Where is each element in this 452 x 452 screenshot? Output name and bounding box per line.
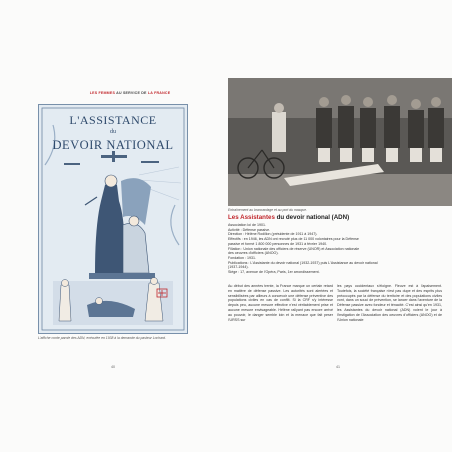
fact-line: Activité : Défense passive.	[228, 227, 271, 232]
fact-line: Fondation : 1931.	[228, 255, 256, 260]
body-column-1: Au début des années trente, la France marque un certain retard en matière de défense passive. Les autorités sont alertées et sensibilisées par ailleurs à concevoir une défense préventive des populations civiles en cas de conflit. Si la CRF s'y intéresse depuis peu, aucune mesure effective n'est véritablement prise et aucune mesure envisageable. Hélène rallyant pas encore arrivé au pouvoir, le danger semble loin et la menace que fait peser l'URSS sur	[228, 284, 333, 322]
photo-illustration	[228, 78, 452, 206]
photo-caption: Entraînement au brancardage et au port du masque.	[228, 208, 307, 212]
fact-line: passive et formé 1 800 000 personnes de 1931 à février 1940.	[228, 241, 328, 246]
fact-line: Filiation : Union nationale des officiers de réserve (UNOR) et Association nationale	[228, 246, 360, 251]
running-head	[40, 91, 220, 95]
fact-line: (1937-1944).	[228, 265, 249, 270]
poster-title-line3: DEVOIR NATIONAL	[52, 138, 174, 152]
poster-title-line1: L'ASSISTANCE	[69, 113, 157, 127]
section-title-red: Les Assistantes	[228, 214, 275, 221]
training-photo	[228, 78, 452, 206]
poster-caption: L'affiche conte parole des ADN, exécutée en 1938 à la demande du pasteur Lochard.	[38, 336, 166, 340]
body-column-2: les pays occidentaux s'éloigne. Fleuve est à l'apaisement. Toutefois, la société française n'est pas dupe et des esprits plus préoccupés par la défense du territoire et des populations civiles vont, dans un souci de prévention, se lancer dans l'aventure de la Défense passive avec fondeur et ténacité. C'est ainsi qu'en 1931, les Assistantes du devoir national (ADN) voient le jour à l'instigation de l'Association des oeuvres d'officiers (ANOO) et de l'Union nationale	[337, 284, 442, 322]
fact-line: Effectifs : en 1946, les ADN ont recruté plus de 11 000 volontaires pour la Défense	[228, 237, 359, 242]
page-number-left: 40	[111, 365, 115, 369]
running-head-mid: AU SERVICE DE	[116, 91, 147, 95]
fact-sheet	[228, 223, 446, 275]
running-head-pre: LES FEMMES	[89, 91, 116, 95]
section-title-rest: du devoir national (ADN)	[276, 214, 350, 221]
assistance-poster	[38, 104, 188, 334]
fact-line: des oeuvres d'officiers (ANOO).	[228, 251, 279, 256]
running-head-post: LA FRANCE	[147, 91, 171, 95]
poster-title-line2: du	[110, 129, 116, 135]
fact-line: Association loi de 1901.	[228, 223, 266, 227]
section-title	[228, 214, 448, 221]
fact-line: Direction : Hélène Rodillon (présidente de 1911 à 1947).	[228, 232, 318, 237]
fact-line: Publications : L'Assistante du devoir national (1932-1937) puis L'Assistance au devoir national	[228, 260, 378, 265]
page-number-right: 41	[336, 365, 340, 369]
fact-line: Siège : 17, avenue de l'Opéra, Paris, 1er arrondissement.	[228, 270, 320, 275]
